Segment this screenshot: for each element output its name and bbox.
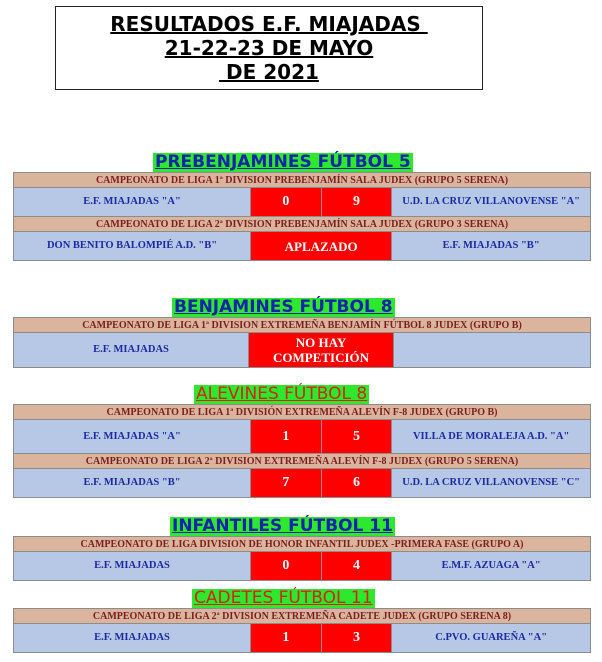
results-table-alevines <box>13 404 591 498</box>
away-score: 3 <box>321 624 392 653</box>
section-heading-alevines: ALEVINES FÚTBOL 8 <box>196 384 368 404</box>
results-table-prebenjamines <box>13 172 591 261</box>
away-score: 5 <box>321 420 392 454</box>
page-title <box>55 6 483 90</box>
home-team: E.F. MIAJADAS "A" <box>14 420 251 454</box>
competition-label: CAMPEONATO DE LIGA 2ª DIVISION PREBENJAMÍN SALA JUDEX (GRUPO 3 SERENA) <box>14 217 591 232</box>
away-team <box>394 333 591 368</box>
home-team: E.F. MIAJADAS <box>14 552 251 581</box>
competition-label: CAMPEONATO DE LIGA 1ª DIVISION PREBENJAMÍN SALA JUDEX (GRUPO 5 SERENA) <box>14 173 591 188</box>
title-line-1: RESULTADOS E.F. MIAJADAS <box>110 12 428 36</box>
home-team: DON BENITO BALOMPIÉ A.D. "B" <box>14 232 251 261</box>
away-team: C.PVO. GUAREÑA "A" <box>392 624 591 653</box>
results-table-benjamines <box>13 317 591 368</box>
title-line-2: 21-22-23 DE MAYO <box>164 36 374 60</box>
home-team: E.F. MIAJADAS <box>14 624 251 653</box>
section-heading-cadetes: CADETES FÚTBOL 11 <box>194 588 373 608</box>
away-team: U.D. LA CRUZ VILLANOVENSE "C" <box>392 469 591 498</box>
match-status: APLAZADO <box>251 232 392 261</box>
away-score: 6 <box>321 469 392 498</box>
results-table-infantiles <box>13 536 591 581</box>
section-heading-prebenjamines: PREBENJAMINES FÚTBOL 5 <box>155 152 411 172</box>
home-team: E.F. MIAJADAS <box>14 333 249 368</box>
home-score: 1 <box>251 624 322 653</box>
home-score: 0 <box>251 552 322 581</box>
results-table-cadetes <box>13 608 591 653</box>
away-score: 9 <box>321 188 392 217</box>
away-team: VILLA DE MORALEJA A.D. "A" <box>392 420 591 454</box>
competition-label: CAMPEONATO DE LIGA 2ª DIVISION EXTREMEÑA CADETE JUDEX (GRUPO SERENA 8) <box>14 609 591 624</box>
home-score: 7 <box>251 469 322 498</box>
competition-label: CAMPEONATO DE LIGA 1ª DIVISIÓN EXTREMEÑA ALEVÍN F-8 JUDEX (GRUPO B) <box>14 405 591 420</box>
section-heading-infantiles: INFANTILES FÚTBOL 11 <box>172 516 393 536</box>
away-team: U.D. LA CRUZ VILLANOVENSE "A" <box>392 188 591 217</box>
away-score: 4 <box>321 552 392 581</box>
home-score: 1 <box>251 420 322 454</box>
match-status: NO HAY COMPETICIÓN <box>249 333 394 368</box>
home-score: 0 <box>251 188 322 217</box>
competition-label: CAMPEONATO DE LIGA 2ª DIVISION EXTREMEÑA ALEVÍN F-8 JUDEX (GRUPO 5 SERENA) <box>14 454 591 469</box>
title-line-3: DE 2021 <box>219 60 319 84</box>
away-team: E.M.F. AZUAGA "A" <box>392 552 591 581</box>
competition-label: CAMPEONATO DE LIGA DIVISION DE HONOR INFANTIL JUDEX -PRIMERA FASE (GRUPO A) <box>14 537 591 552</box>
competition-label: CAMPEONATO DE LIGA 1ª DIVISION EXTREMEÑA BENJAMÍN FÚTBOL 8 JUDEX (GRUPO B) <box>14 318 591 333</box>
section-heading-benjamines: BENJAMINES FÚTBOL 8 <box>174 297 393 317</box>
home-team: E.F. MIAJADAS "A" <box>14 188 251 217</box>
home-team: E.F. MIAJADAS "B" <box>14 469 251 498</box>
away-team: E.F. MIAJADAS "B" <box>392 232 591 261</box>
